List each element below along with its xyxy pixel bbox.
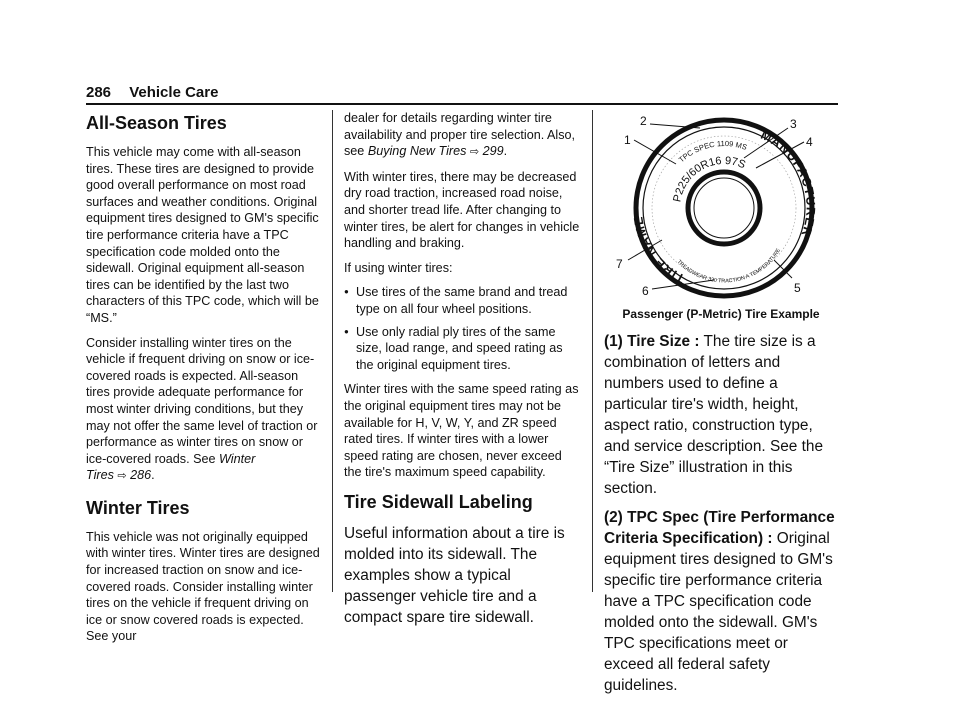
bullet-list — [344, 284, 580, 373]
header-rule — [86, 103, 838, 105]
callout-7: 7 — [616, 257, 623, 271]
page-reference[interactable]: 299 — [482, 144, 504, 159]
running-header — [86, 84, 218, 101]
list-item: ● Use only radial ply tires of the same size, load range, and speed rating as the original equipment tires. — [344, 324, 580, 374]
treadwear-text: TREADWEAR 320 TRACTION A TEMPERATURE — [675, 247, 782, 285]
paragraph: Useful information about a tire is molded into its sidewall. The examples show a typical passenger vehicle tire and a compact spare tire sidewall. — [344, 524, 565, 626]
column-2 — [344, 110, 580, 636]
section-title: Vehicle Care — [129, 84, 219, 101]
tpc-spec-text: TPC SPEC 1109 MS — [676, 138, 749, 165]
column-divider — [332, 110, 333, 592]
column-divider — [592, 110, 593, 592]
figure-caption: Passenger (P-Metric) Tire Example — [622, 307, 820, 321]
paragraph: With winter tires, there may be decreased dry road traction, increased road noise, and shorter tread life. After changing to winter tires, be alert for changes in vehicle handling and braking. — [344, 169, 580, 251]
tire-sidewall-figure — [604, 110, 838, 302]
tire-name-text: TIRE NAME — [631, 214, 687, 286]
callout-6: 6 — [642, 284, 649, 298]
manufacturer-text: MANUFACTURER — [758, 127, 818, 240]
column-3 — [604, 110, 838, 704]
link-buying-new-tires[interactable]: Buying New Tires — [367, 144, 467, 159]
list-item: ● Use tires of the same brand and tread type on all four wheel positions. — [344, 284, 580, 317]
heading-tire-sidewall-labeling: Tire Sidewall Labeling — [344, 491, 533, 512]
page-reference[interactable]: 286 — [130, 468, 152, 483]
heading-winter-tires: Winter Tires — [86, 497, 190, 518]
column-1 — [86, 110, 324, 653]
paragraph: Winter tires with the same speed rating as the original equipment tires may not be available for H, V, W, Y, and ZR speed rated tires. If winter tires with a lower speed rating are chosen, never exceed the tire's maximum speed capability. — [344, 382, 579, 480]
paragraph: This vehicle was not originally equipped with winter tires. Winter tires are designed for increased traction on snow and ice-covered roads. Consider installing winter tires on the vehicle if frequent driving on ice or snow covered roads is expected. See your — [86, 529, 320, 644]
paragraph: Consider installing winter tires on the vehicle if frequent driving on snow or ice-covered roads is expected. All-season tires provide adequate performance for most winter driving conditions, but they may not offer the same level of traction or performance as winter tires on snow or ice-covered roads. See Winter Tires ⇨ 286. — [86, 335, 318, 483]
item-tpc-spec: (2) TPC Spec (Tire Performance Criteria Specification) : Original equipment tires designed to GM's specific tire performance criteria have a TPC specification code molded onto the sidewall. GM's TPC specifications meet or exceed all federal safety guidelines. — [604, 508, 835, 694]
link-winter-tires[interactable]: Winter Tires — [86, 451, 256, 483]
heading-all-season-tires: All-Season Tires — [86, 113, 227, 133]
paragraph: This vehicle may come with all-season tires. These tires are designed to provide good overall performance on most road surfaces and weather conditions. Original equipment tires designed to GM's specific tire performance criteria have a TPC specification code molded onto the sidewall. Original equipment all-season tires can be identified by the last two characters of this TPC code, which will be “MS.” — [86, 145, 319, 325]
paragraph: dealer for details regarding winter tire availability and proper tire selection. Also, see Buying New Tires ⇨ 299. — [344, 111, 576, 159]
callout-2: 2 — [640, 114, 647, 128]
item-tire-size: (1) Tire Size : The tire size is a combination of letters and numbers used to define a particular tire's width, height, aspect ratio, construction type, and service description. See the “Tire Size” illustration in this section. — [604, 332, 824, 497]
rim-inner-line — [694, 178, 754, 238]
paragraph: If using winter tires: — [344, 260, 453, 275]
rim-ring — [688, 172, 760, 244]
callout-4: 4 — [806, 135, 813, 149]
callout-1: 1 — [624, 133, 631, 147]
page-arrow-icon: ⇨ — [469, 146, 480, 159]
page-number: 286 — [86, 84, 112, 101]
callout-3: 3 — [790, 117, 797, 131]
tire-size-text: P225/60R16 97S — [671, 154, 748, 204]
page-arrow-icon: ⇨ — [117, 470, 127, 483]
callout-5: 5 — [794, 281, 801, 295]
